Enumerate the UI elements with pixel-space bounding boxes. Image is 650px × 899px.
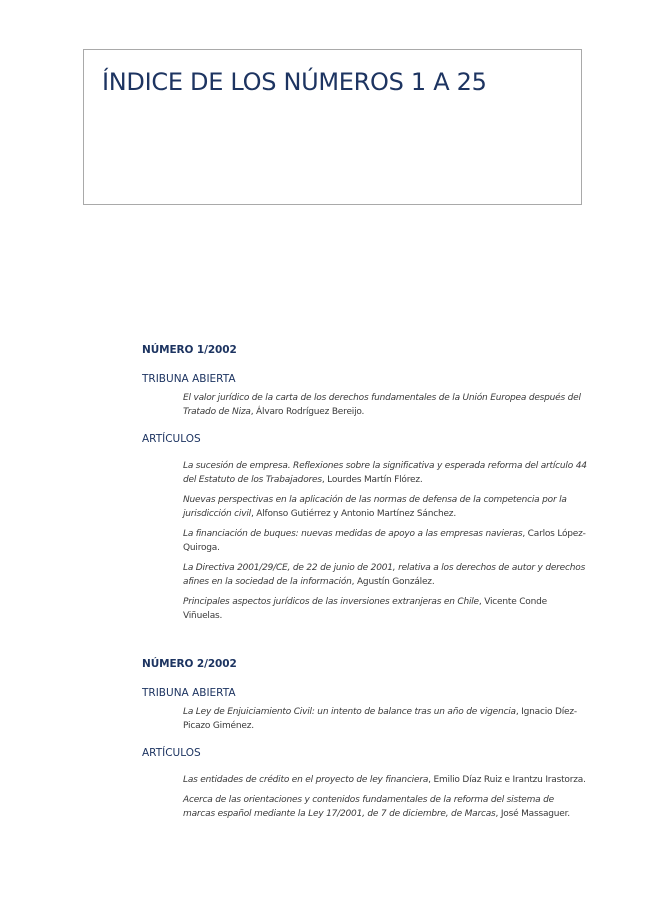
entry-author: , Alfonso Gutiérrez y Antonio Martínez Sánchez. <box>250 509 456 519</box>
issue-title: NÚMERO 1/2002 <box>142 344 237 356</box>
entry-work: El valor jurídico de la carta de los derechos fundamentales de la Unión Europea después del Tratado de Niza <box>183 393 581 417</box>
issue-1 <box>142 344 587 623</box>
entry-work: Nuevas perspectivas en la aplicación de las normas de defensa de la competencia por la jurisdicción civil <box>183 495 567 519</box>
entry-author: , Ignacio Díez-Picazo Giménez. <box>183 707 577 731</box>
entry <box>183 493 587 521</box>
entry-work: Las entidades de crédito en el proyecto de ley financiera <box>183 775 429 785</box>
entry-work: La Ley de Enjuiciamiento Civil: un intento de balance tras un año de vigencia <box>183 707 516 717</box>
entry-author: , Carlos López-Quiroga. <box>183 529 586 553</box>
entry <box>183 793 587 821</box>
entry <box>183 391 587 419</box>
entry-work: Acerca de las orientaciones y contenidos fundamentales de la reforma del sistema de marcas español mediante la Ley 17/2001, de 7 de diciembre, de Marcas <box>183 795 555 819</box>
section-title-articulos: ARTÍCULOS <box>142 433 201 445</box>
entry <box>183 561 587 589</box>
entry-author: , Agustín González. <box>351 577 435 587</box>
issue-title: NÚMERO 2/2002 <box>142 658 237 670</box>
entry-author: , Álvaro Rodríguez Bereijo. <box>250 407 365 417</box>
entry-work: La sucesión de empresa. Reflexiones sobre la significativa y esperada reforma del artículo 44 del Estatuto de los Trabajadores <box>183 461 587 485</box>
entry-author: , Vicente Conde Viñuelas. <box>183 597 547 621</box>
entry-work: La Directiva 2001/29/CE, de 22 de junio de 2001, relativa a los derechos de autor y derechos afines en la sociedad de la información <box>183 563 586 587</box>
entry <box>183 705 587 733</box>
entry-author: , Emilio Díaz Ruiz e Irantzu Irastorza. <box>428 775 586 785</box>
section-title-articulos: ARTÍCULOS <box>142 747 201 759</box>
section-title-tribuna: TRIBUNA ABIERTA <box>142 687 236 699</box>
entry-author: , Lourdes Martín Flórez. <box>321 475 423 485</box>
page-title: ÍNDICE DE LOS NÚMEROS 1 A 25 <box>102 68 487 96</box>
entry <box>183 527 587 555</box>
section-title-tribuna: TRIBUNA ABIERTA <box>142 373 236 385</box>
entry-work: La financiación de buques: nuevas medidas de apoyo a las empresas navieras <box>183 529 523 539</box>
entry <box>183 595 587 623</box>
entry <box>183 773 587 787</box>
entry-author: , José Massaguer. <box>495 809 570 819</box>
index-content <box>142 344 587 827</box>
entry-work: Principales aspectos jurídicos de las inversiones extranjeras en Chile <box>183 597 479 607</box>
title-box <box>83 49 582 205</box>
entry <box>183 459 587 487</box>
issue-2 <box>142 658 587 821</box>
